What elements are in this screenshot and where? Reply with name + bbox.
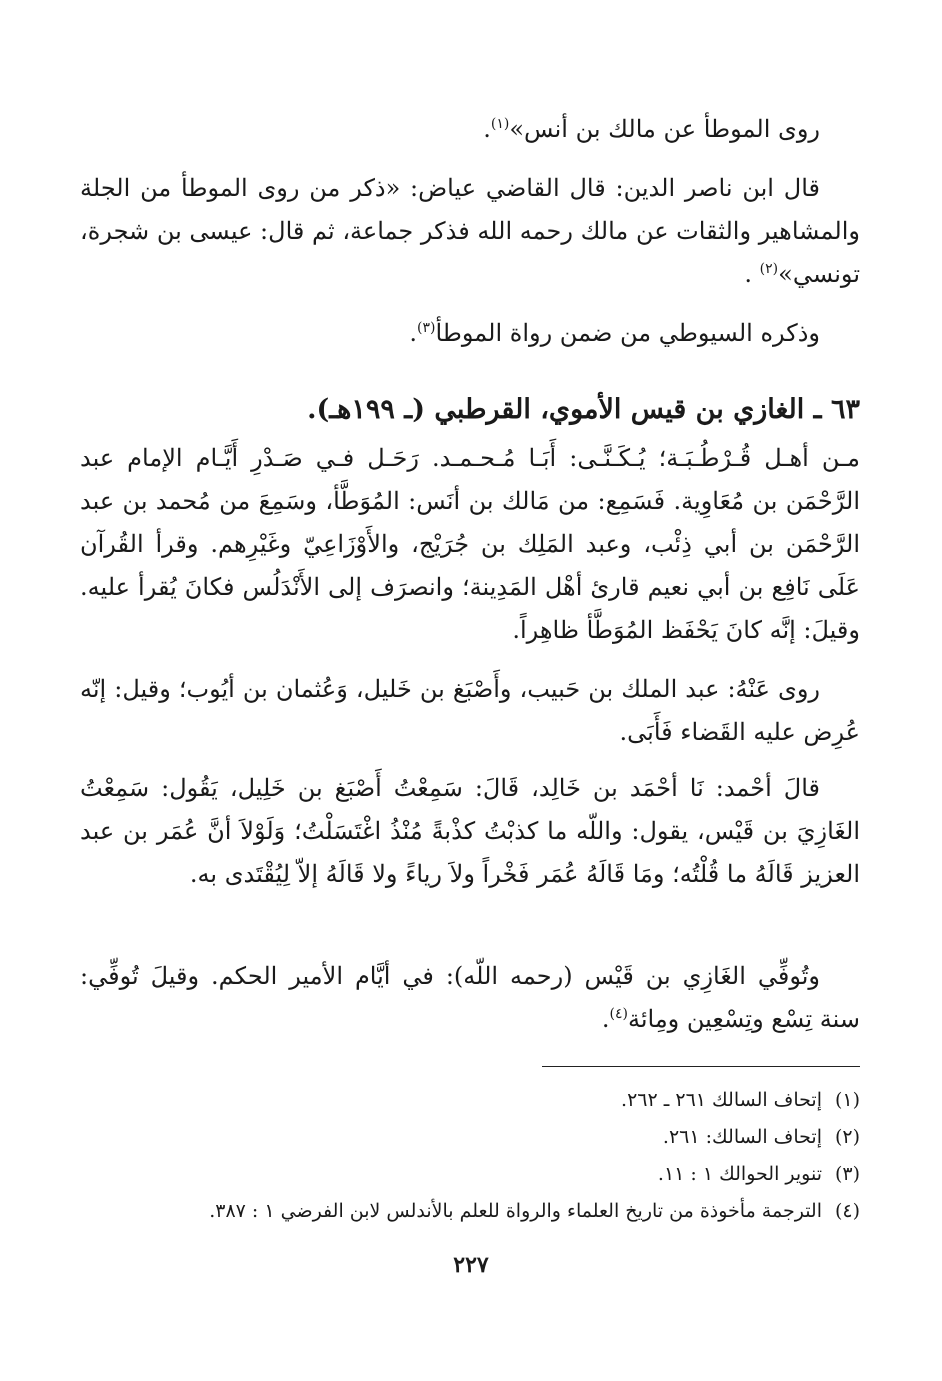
paragraph-narrators: روى عَنْهُ: عبد الملك بن حَبيب، وأَصْبَغ بن خَليل، وَعُثمان بن أيُوب؛ وقيل: إنّه عُرِض عليه القَضاء فَأَبَى.: [80, 675, 860, 746]
paragraph-suyuti: [80, 312, 860, 355]
paragraph-ibn-nasir: [80, 167, 860, 296]
entry-heading: ٦٣ ـ الغازي بن قيس الأموي، القرطبي (ـ ١٩٩هـ).: [307, 394, 860, 425]
paragraph-text: وذكره السيوطي من ضمن رواة الموطأ: [435, 319, 820, 347]
paragraph-text: وتُوفِّي الغَازِي بن قَيْس (رحمه اللّه): في أيَّام الأمير الحكم. وقيلَ تُوفِّي: سنة تِسْع وتِسْعِين ومِائة: [80, 962, 860, 1033]
footnote-text: إتحاف السالك: ٢٦١.: [662, 1126, 822, 1148]
paragraph-text: روى الموطأ عن مالك بن أنس»: [509, 115, 820, 143]
footnote-item: [80, 1156, 860, 1193]
paragraph-end: .: [744, 260, 760, 288]
footnote-ref: (٣): [416, 320, 436, 336]
footnote-number: (٣): [834, 1163, 860, 1185]
paragraph-muwatta-narration: [80, 108, 860, 151]
footnote-ref: (٢): [759, 261, 779, 277]
footnote-ref: (٤): [609, 1006, 628, 1022]
footnotes-list: [80, 1082, 860, 1230]
footnote-text: الترجمة مأخوذة من تاريخ العلماء والرواة للعلم بالأندلس لابن الفرضي ١ : ٣٨٧.: [209, 1200, 822, 1222]
footnote-number: (٤): [834, 1200, 860, 1222]
page-number: ٢٢٧: [453, 1252, 489, 1278]
paragraph-text: قال ابن ناصر الدين: قال القاضي عياض: «ذكر من روى الموطأ من الجلة والمشاهير والثقات عن مالك رحمه الله فذكر جماعة، ثم قال: عيسى بن شجرة، تونسي»: [80, 174, 860, 288]
paragraph-end: .: [601, 1005, 610, 1033]
footnote-item: [80, 1119, 860, 1156]
paragraph-death: [80, 955, 860, 1041]
paragraph-quote: قالَ أحْمد: نَا أحْمَد بن خَالِد، قَالَ: سَمِعْتُ أَصْبَغ بن خَلِيل، يَقُول: سَمِعْتُ الغَازِيَ بن قَيْس، يقول: واللّه ما كذبْتُ كذْبةً مُنْذُ اغْتَسَلْتُ؛ وَلَوْلاَ أنَّ عُمَر بن عبد العزيز قَالَهُ ما قُلْتُه؛ ومَا قَالَهُ عُمَر فَخْراً ولاَ رياءً ولا قَالَهُ إلاّ لِيُقْتَدى به.: [80, 774, 860, 888]
paragraph-biography: مـن أهـل قُـرْطُـبَـة؛ يُـكَـنَّـى: أَبَـا مُـحـمـد. رَحَـل فـي صَـدْرِ أَيَّـام الإمام عبد الرَّحْمَن بن مُعَاوِية. فَسَمِع: من مَالك بن أنَس: المُوَطَّأ، وسَمِعَ من مُحمد بن عبد الرَّحْمَن بن أبي ذِئْب، وعبد المَلِك بن جُرَيْج، والأَوْزَاعِيّ وغَيْرِهم. وقرأ القُرآن عَلَى نَافِع بن أبي نعيم قارئ أهْل المَدِينة؛ وانصرَف إلى الأَنْدَلُس فكانَ يُقرأ عليه. وقيلَ: إنَّه كانَ يَحْفَظ المُوَطَّأ ظاهِراً.: [80, 444, 860, 644]
paragraph-end: .: [409, 319, 417, 347]
footnote-divider: [542, 1066, 860, 1067]
footnote-item: [80, 1193, 860, 1230]
footnote-number: (٢): [834, 1126, 860, 1148]
footnote-text: إتحاف السالك ٢٦١ ـ ٢٦٢.: [621, 1089, 822, 1111]
footnote-item: [80, 1082, 860, 1119]
footnote-ref: (١): [490, 116, 510, 132]
paragraph-end: .: [483, 115, 491, 143]
footnote-number: (١): [834, 1089, 860, 1111]
footnote-text: تنوير الحوالك ١ : ١١.: [657, 1163, 822, 1185]
